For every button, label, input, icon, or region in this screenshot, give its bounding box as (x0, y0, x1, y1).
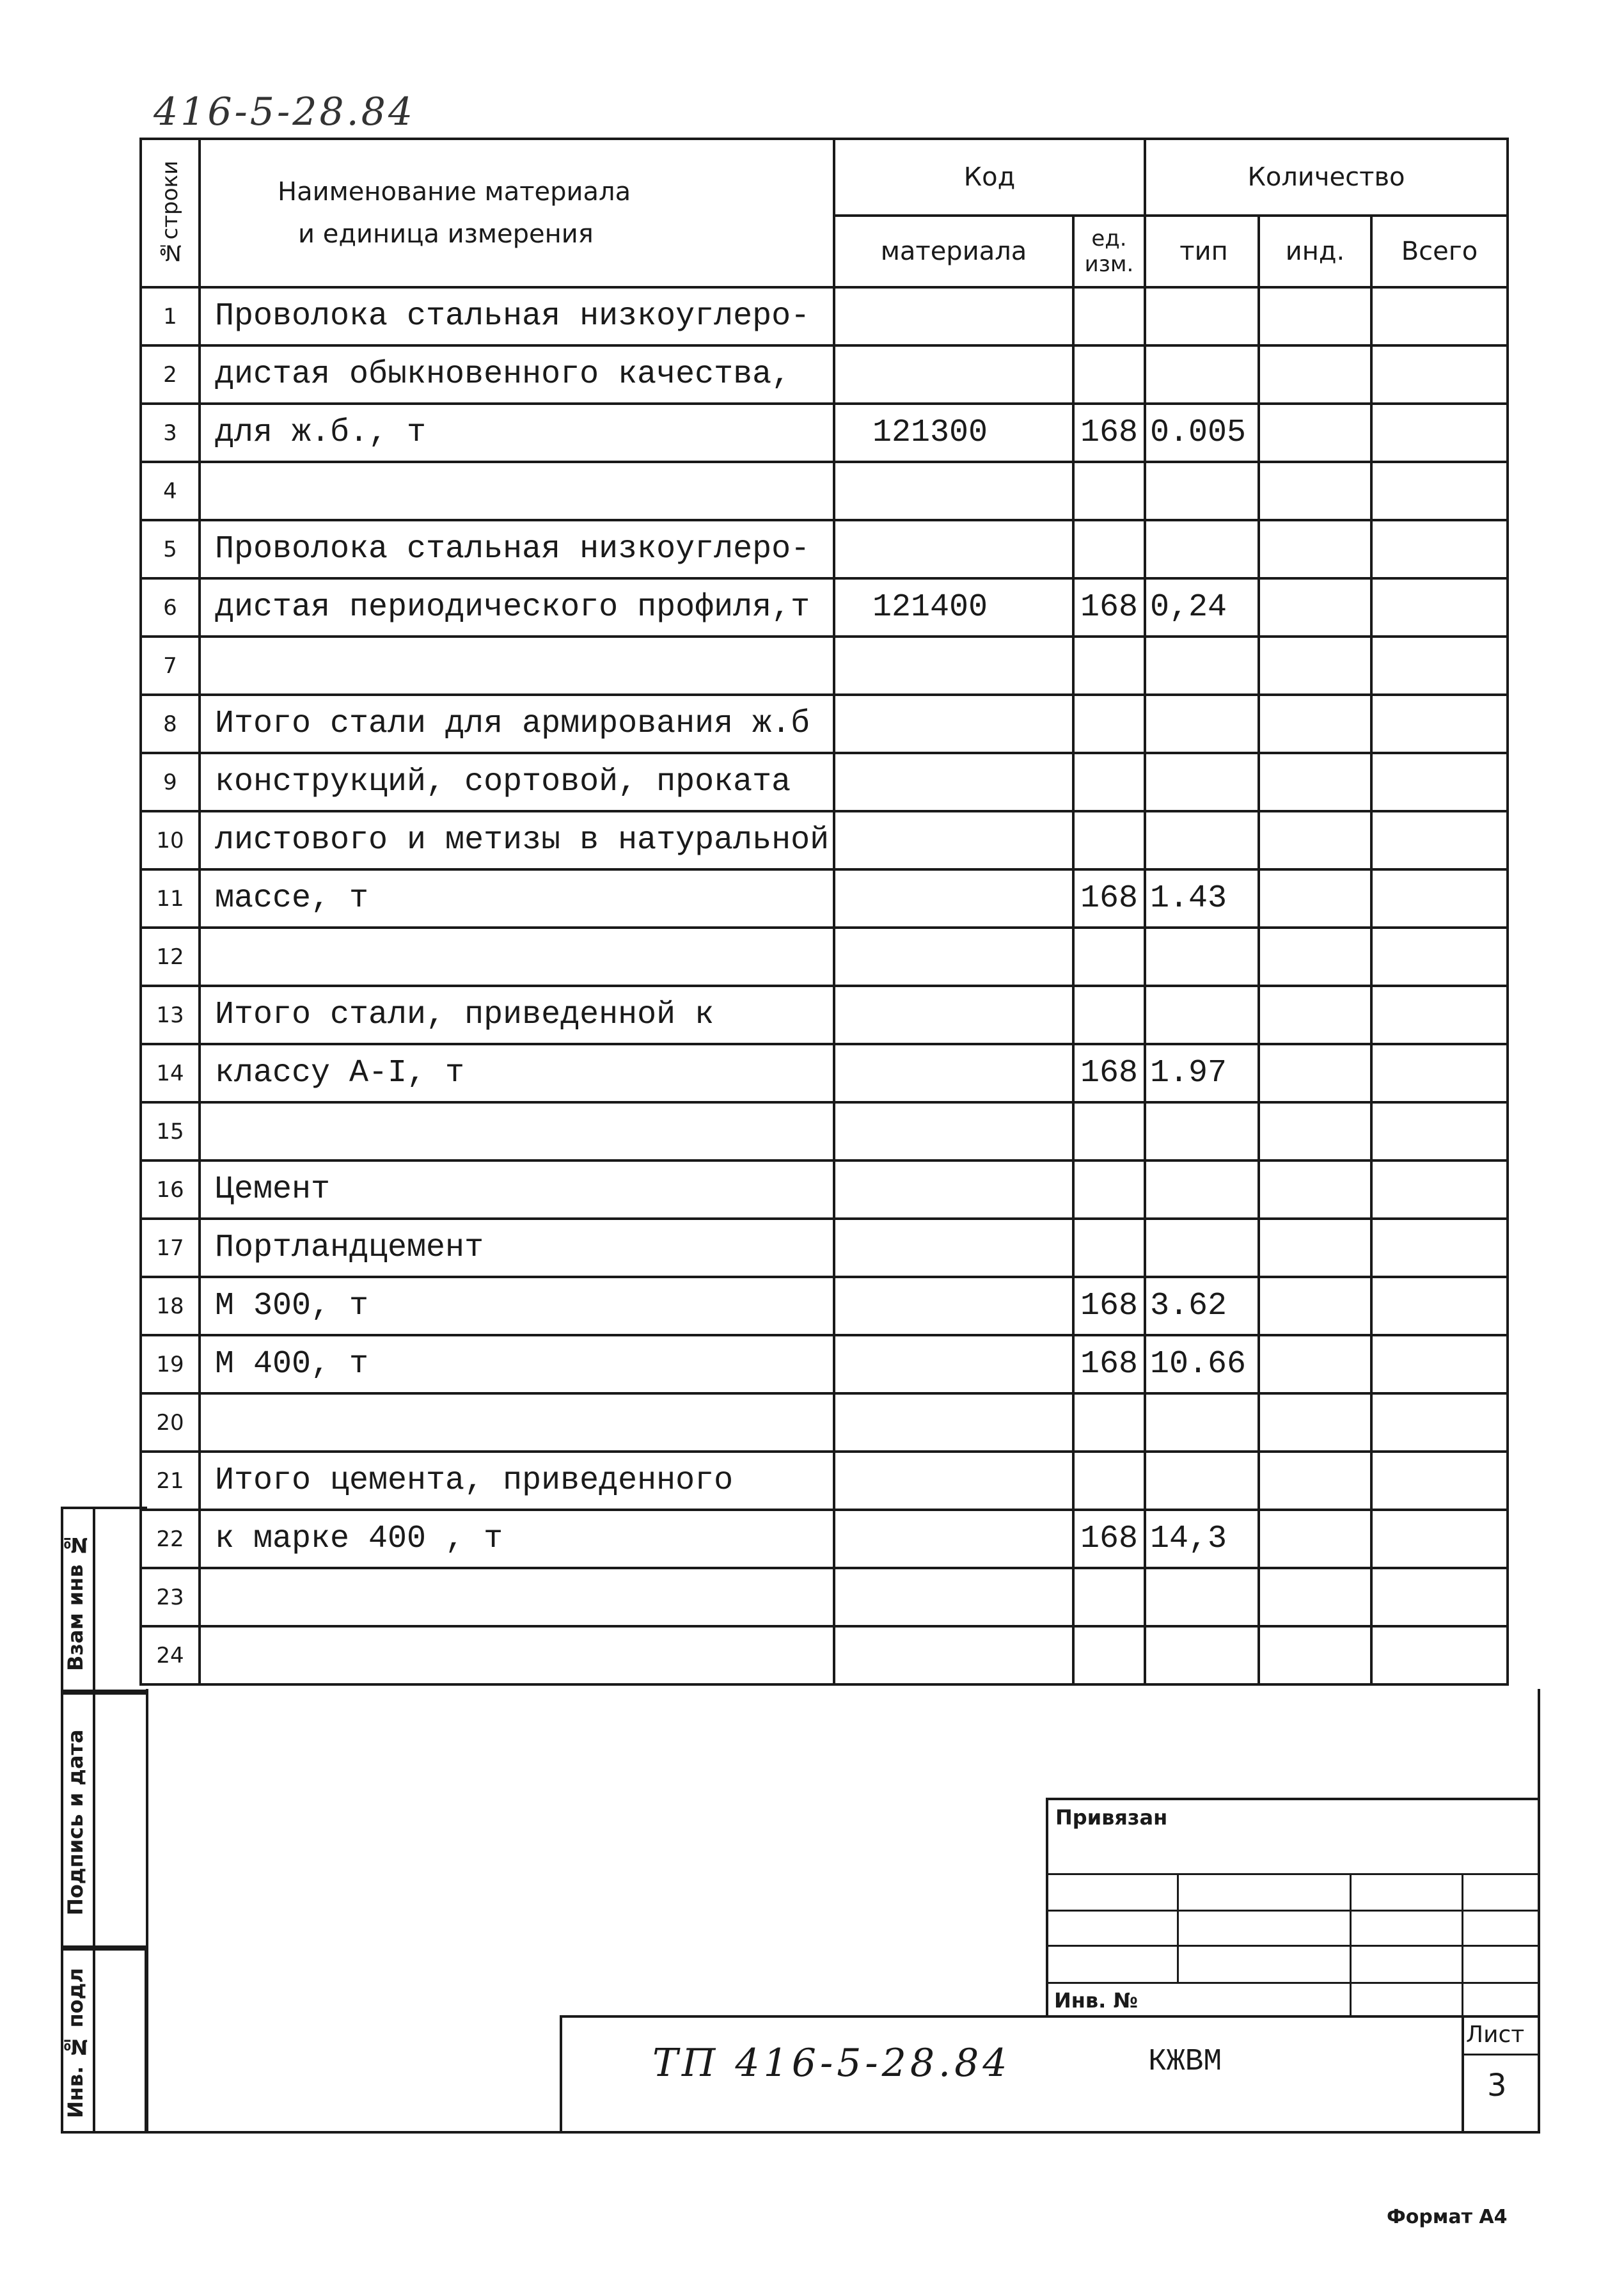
unit-code (1073, 1452, 1145, 1510)
quantity-tip (1145, 345, 1259, 404)
row-number: 15 (141, 1102, 200, 1160)
material-name: массе, т (200, 869, 834, 928)
quantity-total (1371, 287, 1508, 345)
table-row (141, 928, 1508, 986)
header-name (200, 139, 834, 287)
table-row (141, 1160, 1508, 1219)
material-code (834, 695, 1073, 753)
row-number: 6 (141, 578, 200, 637)
material-code (834, 1452, 1073, 1510)
stamp-vline-2 (1350, 1873, 1352, 2015)
unit-code (1073, 520, 1145, 578)
quantity-tip (1145, 1160, 1259, 1219)
table-row (141, 578, 1508, 637)
material-name: дистая обыкновенного качества, (200, 345, 834, 404)
row-number: 18 (141, 1277, 200, 1335)
table-row (141, 404, 1508, 462)
material-name: Проволока стальная низкоуглеро- (200, 287, 834, 345)
header-unit: ед. изм. (1073, 216, 1145, 287)
unit-code (1073, 1102, 1145, 1160)
quantity-ind (1259, 1219, 1371, 1277)
row-number: 8 (141, 695, 200, 753)
table-row (141, 869, 1508, 928)
quantity-total (1371, 986, 1508, 1044)
unit-code (1073, 1160, 1145, 1219)
unit-code (1073, 1393, 1145, 1452)
material-name: Итого стали, приведенной к (200, 986, 834, 1044)
material-name: для ж.б., т (200, 404, 834, 462)
material-name: дистая периодического профиля,т (200, 578, 834, 637)
unit-code (1073, 1568, 1145, 1626)
material-name (200, 462, 834, 520)
row-number: 1 (141, 287, 200, 345)
material-name: классу А-I, т (200, 1044, 834, 1102)
quantity-tip: 0,24 (1145, 578, 1259, 637)
quantity-tip: 1.97 (1145, 1044, 1259, 1102)
material-name (200, 1102, 834, 1160)
material-code (834, 637, 1073, 695)
header-row-1 (141, 139, 1508, 216)
header-name-line1: Наименование материала (278, 177, 631, 207)
row-number: 11 (141, 869, 200, 928)
quantity-ind (1259, 1335, 1371, 1393)
stamp-line-3 (1046, 1945, 1540, 1947)
quantity-tip: 3.62 (1145, 1277, 1259, 1335)
material-code (834, 1510, 1073, 1568)
material-code (834, 1219, 1073, 1277)
unit-code: 168 (1073, 404, 1145, 462)
table-row (141, 811, 1508, 869)
quantity-tip (1145, 986, 1259, 1044)
quantity-tip (1145, 520, 1259, 578)
table-row (141, 520, 1508, 578)
row-number: 19 (141, 1335, 200, 1393)
quantity-total (1371, 1452, 1508, 1510)
unit-code (1073, 811, 1145, 869)
table-body (141, 287, 1508, 1684)
quantity-total (1371, 1277, 1508, 1335)
material-code (834, 986, 1073, 1044)
row-number: 21 (141, 1452, 200, 1510)
material-code (834, 1044, 1073, 1102)
unit-code: 168 (1073, 869, 1145, 928)
quantity-total (1371, 637, 1508, 695)
table-row (141, 345, 1508, 404)
table-row (141, 1044, 1508, 1102)
header-quantity: Количество (1145, 139, 1508, 216)
side-vzam-label: Взам инв № (63, 1533, 88, 1671)
material-code (834, 1626, 1073, 1684)
quantity-ind (1259, 869, 1371, 928)
title-list-divider (1462, 2015, 1464, 2134)
quantity-tip: 10.66 (1145, 1335, 1259, 1393)
quantity-ind (1259, 928, 1371, 986)
quantity-tip (1145, 753, 1259, 811)
row-number: 17 (141, 1219, 200, 1277)
row-number: 3 (141, 404, 200, 462)
quantity-total (1371, 1393, 1508, 1452)
unit-code: 168 (1073, 1277, 1145, 1335)
unit-code (1073, 1626, 1145, 1684)
material-code (834, 1393, 1073, 1452)
format-label: Формат А4 (1387, 2206, 1508, 2228)
quantity-total (1371, 578, 1508, 637)
table-row (141, 1452, 1508, 1510)
stamp-line-2 (1046, 1910, 1540, 1912)
title-block-top (560, 2015, 1540, 2018)
header-code: Код (834, 139, 1145, 216)
quantity-tip: 0.005 (1145, 404, 1259, 462)
quantity-ind (1259, 695, 1371, 753)
table-row (141, 1626, 1508, 1684)
quantity-ind (1259, 637, 1371, 695)
row-number: 5 (141, 520, 200, 578)
table-row (141, 462, 1508, 520)
row-number: 23 (141, 1568, 200, 1626)
table-row (141, 287, 1508, 345)
title-list-label: Лист (1466, 2022, 1525, 2048)
unit-code (1073, 695, 1145, 753)
materials-table (139, 138, 1509, 1686)
quantity-total (1371, 928, 1508, 986)
material-code (834, 345, 1073, 404)
quantity-ind (1259, 1452, 1371, 1510)
material-name (200, 1393, 834, 1452)
row-number: 13 (141, 986, 200, 1044)
table-row (141, 695, 1508, 753)
row-number: 12 (141, 928, 200, 986)
side-inv-label: Инв. № подл (63, 1968, 88, 2119)
title-list-hline (1462, 2054, 1540, 2055)
quantity-total (1371, 520, 1508, 578)
material-name: конструкций, сортовой, проката (200, 753, 834, 811)
material-name: М 300, т (200, 1277, 834, 1335)
quantity-ind (1259, 287, 1371, 345)
quantity-ind (1259, 404, 1371, 462)
quantity-total (1371, 345, 1508, 404)
quantity-tip (1145, 811, 1259, 869)
material-name (200, 928, 834, 986)
quantity-tip: 14,3 (1145, 1510, 1259, 1568)
material-name: Цемент (200, 1160, 834, 1219)
material-name: Итого цемента, приведенного (200, 1452, 834, 1510)
quantity-tip (1145, 1102, 1259, 1160)
quantity-total (1371, 1510, 1508, 1568)
quantity-ind (1259, 1568, 1371, 1626)
table-row (141, 1393, 1508, 1452)
table-row (141, 1219, 1508, 1277)
quantity-ind (1259, 986, 1371, 1044)
row-number: 4 (141, 462, 200, 520)
quantity-ind (1259, 1277, 1371, 1335)
quantity-tip (1145, 1452, 1259, 1510)
stamp-privyazan: Привязан (1055, 1805, 1168, 1830)
material-code (834, 753, 1073, 811)
quantity-total (1371, 1102, 1508, 1160)
quantity-ind (1259, 1044, 1371, 1102)
material-code (834, 811, 1073, 869)
stamp-line-4 (1046, 1982, 1540, 1984)
quantity-total (1371, 753, 1508, 811)
material-name: Проволока стальная низкоуглеро- (200, 520, 834, 578)
table-row (141, 637, 1508, 695)
quantity-tip (1145, 637, 1259, 695)
unit-code (1073, 345, 1145, 404)
table-row (141, 1335, 1508, 1393)
quantity-ind (1259, 345, 1371, 404)
unit-code: 168 (1073, 1335, 1145, 1393)
frame-bottom (146, 2131, 1540, 2134)
material-code (834, 928, 1073, 986)
unit-code: 168 (1073, 578, 1145, 637)
quantity-ind (1259, 1393, 1371, 1452)
quantity-total (1371, 1044, 1508, 1102)
quantity-tip (1145, 1626, 1259, 1684)
side-podpis-box (61, 1692, 147, 1948)
header-total: Всего (1371, 216, 1508, 287)
unit-code (1073, 637, 1145, 695)
title-doc-code: ТП 416-5-28.84 (652, 2041, 1011, 2086)
quantity-total (1371, 462, 1508, 520)
header-name-line2: и единица измерения (298, 219, 594, 249)
title-list-number: 3 (1487, 2068, 1507, 2103)
material-name: к марке 400 , т (200, 1510, 834, 1568)
material-name (200, 1568, 834, 1626)
material-code (834, 1568, 1073, 1626)
quantity-tip: 1.43 (1145, 869, 1259, 928)
material-code (834, 869, 1073, 928)
material-code (834, 462, 1073, 520)
material-name: листового и метизы в натуральной (200, 811, 834, 869)
quantity-total (1371, 404, 1508, 462)
title-block-left (560, 2015, 562, 2134)
header-row-no-label: №строки (157, 161, 183, 265)
row-number: 10 (141, 811, 200, 869)
stamp-top (1046, 1798, 1540, 1800)
side-podpis-label: Подпись и дата (63, 1729, 88, 1916)
unit-code: 168 (1073, 1044, 1145, 1102)
material-code: 121300 (834, 404, 1073, 462)
row-number: 2 (141, 345, 200, 404)
material-name: М 400, т (200, 1335, 834, 1393)
unit-code (1073, 928, 1145, 986)
row-number: 20 (141, 1393, 200, 1452)
quantity-ind (1259, 1160, 1371, 1219)
stamp-line-1 (1046, 1873, 1540, 1875)
quantity-ind (1259, 811, 1371, 869)
quantity-ind (1259, 1102, 1371, 1160)
quantity-total (1371, 1626, 1508, 1684)
quantity-tip (1145, 1219, 1259, 1277)
stamp-vline-3 (1462, 1873, 1463, 2015)
material-code (834, 287, 1073, 345)
table-row (141, 1277, 1508, 1335)
material-code (834, 1335, 1073, 1393)
material-code (834, 520, 1073, 578)
quantity-tip (1145, 695, 1259, 753)
quantity-ind (1259, 578, 1371, 637)
side-divider (93, 1507, 95, 2134)
stamp-vline-1 (1177, 1873, 1179, 1982)
quantity-ind (1259, 520, 1371, 578)
header-material: материала (834, 216, 1073, 287)
doc-code-handwritten: 416-5-28.84 (154, 90, 416, 134)
stamp-inv-no: Инв. № (1054, 1988, 1138, 2013)
side-inv-box (61, 1948, 147, 2134)
table-row (141, 753, 1508, 811)
table-row (141, 1510, 1508, 1568)
unit-code: 168 (1073, 1510, 1145, 1568)
frame-left (146, 1689, 148, 2134)
quantity-tip (1145, 462, 1259, 520)
material-code (834, 1102, 1073, 1160)
quantity-tip (1145, 287, 1259, 345)
quantity-total (1371, 1160, 1508, 1219)
quantity-total (1371, 1219, 1508, 1277)
material-code (834, 1160, 1073, 1219)
row-number: 9 (141, 753, 200, 811)
header-ind: инд. (1259, 216, 1371, 287)
material-name (200, 1626, 834, 1684)
row-number: 16 (141, 1160, 200, 1219)
unit-code (1073, 986, 1145, 1044)
header-row-no (141, 139, 200, 287)
material-name: Портландцемент (200, 1219, 834, 1277)
row-number: 22 (141, 1510, 200, 1568)
quantity-ind (1259, 462, 1371, 520)
row-number: 14 (141, 1044, 200, 1102)
unit-code (1073, 1219, 1145, 1277)
quantity-ind (1259, 1626, 1371, 1684)
material-name: Итого стали для армирования ж.б (200, 695, 834, 753)
quantity-total (1371, 1335, 1508, 1393)
header-tip: тип (1145, 216, 1259, 287)
material-code: 121400 (834, 578, 1073, 637)
quantity-tip (1145, 1393, 1259, 1452)
side-vzam-box (61, 1507, 147, 1692)
row-number: 24 (141, 1626, 200, 1684)
quantity-tip (1145, 1568, 1259, 1626)
row-number: 7 (141, 637, 200, 695)
unit-code (1073, 287, 1145, 345)
table-row (141, 1102, 1508, 1160)
table-row (141, 986, 1508, 1044)
material-name (200, 637, 834, 695)
quantity-total (1371, 695, 1508, 753)
unit-code (1073, 753, 1145, 811)
quantity-total (1371, 869, 1508, 928)
quantity-total (1371, 811, 1508, 869)
quantity-ind (1259, 1510, 1371, 1568)
table-row (141, 1568, 1508, 1626)
quantity-total (1371, 1568, 1508, 1626)
title-mark-code: КЖВМ (1148, 2045, 1222, 2079)
quantity-tip (1145, 928, 1259, 986)
material-code (834, 1277, 1073, 1335)
quantity-ind (1259, 753, 1371, 811)
unit-code (1073, 462, 1145, 520)
